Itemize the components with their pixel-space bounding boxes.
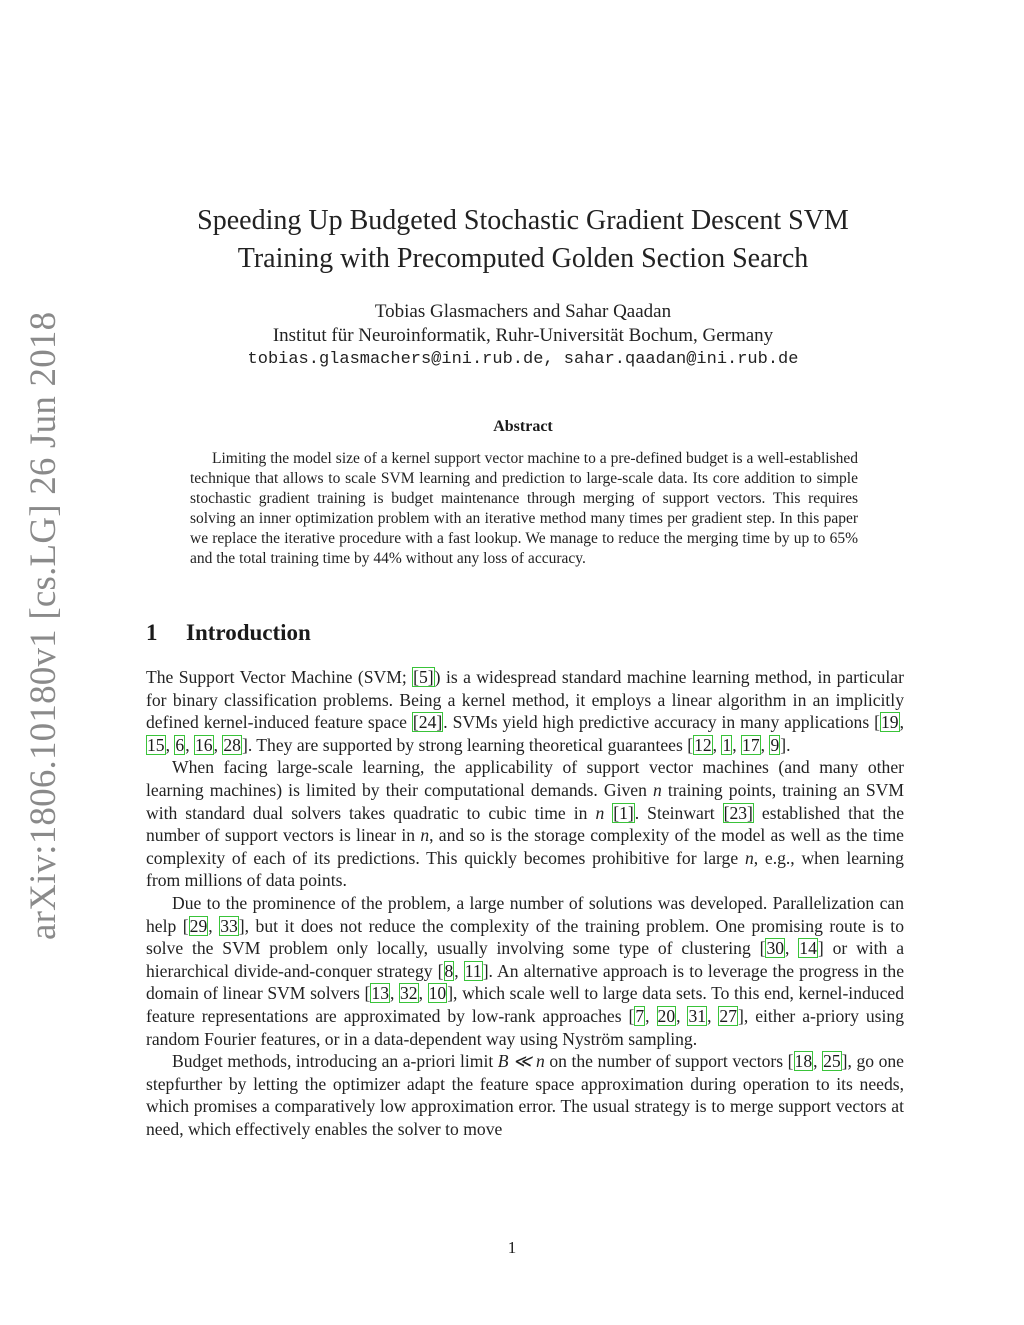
author-emails: tobias.glasmachers@ini.rub.de, sahar.qaadan@ini.rub.de bbox=[247, 350, 799, 369]
author-names: Tobias Glasmachers and Sahar Qaadan bbox=[374, 301, 672, 322]
body-text bbox=[146, 666, 904, 1140]
citation-link[interactable]: 17 bbox=[742, 734, 760, 755]
paragraph-4: Budget methods, introducing an a-priori limit B ≪ n on the number of support vectors [18, 25], go one stepfurther by letting the optimizer adapt the feature space approximation during operation to its needs, which promises a comparatively low approximation error. The usual strategy is to merge support vectors at need, which effectively enables the solver to move bbox=[146, 1051, 904, 1139]
citation-link[interactable]: 32 bbox=[400, 983, 418, 1004]
citation-link[interactable]: 15 bbox=[147, 734, 165, 755]
citation-link[interactable]: 25 bbox=[823, 1051, 841, 1072]
citation-link[interactable]: 10 bbox=[428, 983, 447, 1004]
citation-link[interactable]: 18 bbox=[794, 1051, 813, 1072]
page-number: 1 bbox=[507, 1238, 517, 1257]
citation-link[interactable]: 12 bbox=[694, 734, 712, 755]
abstract-text: Limiting the model size of a kernel support vector machine to a pre-defined budget is a well-established technique that allows to scale SVM learning and prediction to large-scale data. Its core addition to simple stochastic gradient training is budget maintenance through merging of support vectors. This requires solving an inner optimization problem with an iterative method many times per gradient step. In this paper we replace the iterative procedure with a fast lookup. We manage to reduce the merging time by up to 65% and the total training time by 44% without any loss of accuracy. bbox=[190, 450, 858, 567]
citation-link[interactable]: 8 bbox=[444, 960, 454, 981]
citation-link[interactable]: [1] bbox=[613, 802, 634, 823]
citation-link[interactable]: 31 bbox=[688, 1005, 707, 1026]
title-line-1: Speeding Up Budgeted Stochastic Gradient Descent SVM bbox=[197, 205, 849, 236]
citation-link[interactable]: 27 bbox=[719, 1005, 738, 1026]
citation-link[interactable]: [24] bbox=[412, 712, 443, 733]
citation-link[interactable]: 28 bbox=[223, 734, 241, 755]
citation-link[interactable]: 30 bbox=[766, 938, 785, 959]
paper-title bbox=[150, 202, 896, 278]
title-line-2: Training with Precomputed Golden Section Search bbox=[237, 243, 809, 274]
author-affiliation: Institut für Neuroinformatik, Ruhr-Universität Bochum, Germany bbox=[272, 325, 774, 346]
citation-link[interactable]: 13 bbox=[371, 983, 389, 1004]
paragraph-2: When facing large-scale learning, the applicability of support vector machines (and many other learning machines) is limited by their computational demands. Given n training points, training an SVM with standard dual solvers takes quadratic to cubic time in n [1]. Steinwart [23] established that the number of support vectors is linear in n, and so is the storage complexity of the model as well as the time complexity of each of its predictions. This quickly becomes prohibitive for large n, e.g., when learning from millions of data points. bbox=[146, 757, 905, 891]
citation-link[interactable]: 7 bbox=[635, 1005, 645, 1026]
paragraph-3: Due to the prominence of the problem, a large number of solutions was developed. Parallelization can help [29, 33], but it does not reduce the complexity of the training problem. One promising route is to solve the SVM problem only locally, usually involving some type of clustering [30, 14] or with a hierarchical divide-and-conquer strategy [8, 11]. An alternative approach is to leverage the progress in the domain of linear SVM solvers [13, 32, 10], which scale well to large data sets. To this end, kernel-induced feature representations are approximated by low-rank approaches [7, 20, 31, 27], either a-priory using random Fourier features, or in a data-dependent way using Nyström sampling. bbox=[146, 892, 905, 1049]
citation-link[interactable]: 29 bbox=[189, 915, 208, 936]
citation-link[interactable]: 20 bbox=[657, 1005, 676, 1026]
citation-link[interactable]: 14 bbox=[799, 938, 817, 959]
citation-link[interactable]: 11 bbox=[464, 960, 482, 981]
citation-link[interactable]: 19 bbox=[881, 712, 899, 733]
arxiv-identifier-stamp: arXiv:1806.10180v1 [cs.LG] 26 Jun 2018 bbox=[23, 311, 64, 940]
citation-link[interactable]: 9 bbox=[770, 734, 780, 755]
paragraph-1: The Support Vector Machine (SVM; [5]) is a widespread standard machine learning method, in particular for binary classification problems. Being a kernel method, it employs a linear algorithm in an implicitly defined kernel-induced feature space [24]. SVMs yield high predictive accuracy in many applications [19, 15, 6, 16, 28]. They are supported by strong learning theoretical guarantees [12, 1, 17, 9]. bbox=[146, 667, 904, 755]
section-title: Introduction bbox=[186, 620, 311, 645]
abstract-heading: Abstract bbox=[493, 418, 553, 435]
citation-link[interactable]: 6 bbox=[175, 734, 185, 755]
author-block bbox=[150, 300, 896, 372]
citation-link[interactable]: 33 bbox=[220, 915, 238, 936]
section-number: 1 bbox=[146, 620, 158, 645]
citation-link[interactable]: [5] bbox=[413, 667, 434, 687]
section-heading bbox=[146, 620, 311, 646]
citation-link[interactable]: 1 bbox=[722, 734, 732, 755]
citation-link[interactable]: [23] bbox=[723, 802, 753, 823]
citation-link[interactable]: 16 bbox=[194, 734, 213, 755]
